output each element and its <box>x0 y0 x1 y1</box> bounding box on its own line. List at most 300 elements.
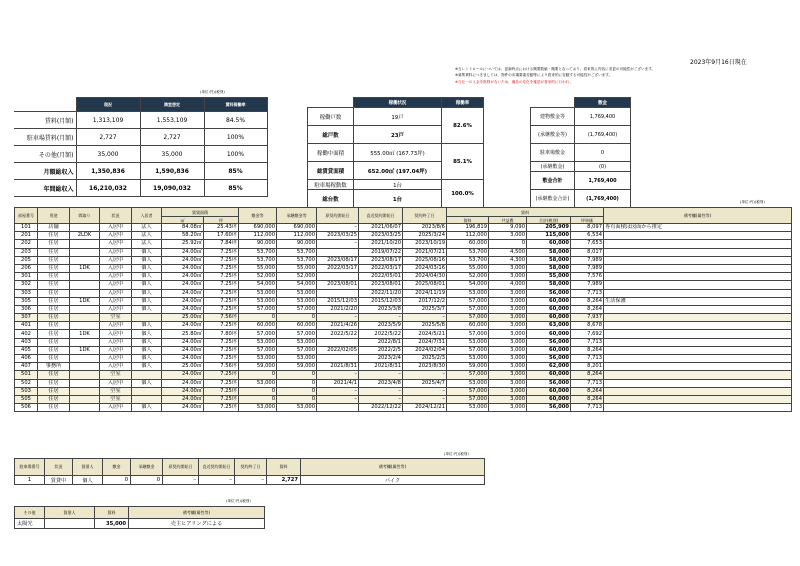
summary-rate: 100% <box>204 146 267 163</box>
cell-use: 住居 <box>38 297 70 305</box>
cell-inherited-deposit: 52,000 <box>277 273 317 281</box>
cell-status: 空室 <box>100 387 132 395</box>
cell-inherited-deposit: 54,000 <box>277 281 317 289</box>
cell-per-tsubo: 6,534 <box>571 232 604 240</box>
cell-inherited-deposit: 53,700 <box>277 256 317 264</box>
cell-contract-start: 2021/4/26 <box>317 322 359 330</box>
cell-tenant: 個人 <box>132 338 162 346</box>
occupancy-rate-units: 82.6% <box>442 108 484 144</box>
occupancy-table <box>307 97 484 208</box>
cell-remarks: 専有面積は図面から推定 <box>604 224 792 232</box>
occupancy-label: 総台数 <box>308 190 354 208</box>
occupancy-label: 稼働中面積 <box>308 144 354 162</box>
cell-contract-start: 2022/5/22 <box>317 330 359 338</box>
cell-area-tsubo: 7.25坪 <box>204 338 239 346</box>
cell-tenant: 個人 <box>132 346 162 354</box>
cell-tenant: 個人 <box>132 289 162 297</box>
cell-common-fee: 3,000 <box>489 363 527 371</box>
cell-room-no: 402 <box>15 330 38 338</box>
col-rent-group: 賃料 <box>447 208 604 217</box>
cell-use: 住居 <box>38 387 70 395</box>
col-total: 合計(税別) <box>527 217 571 224</box>
cell-layout <box>70 248 100 256</box>
cell-status: 入居中 <box>100 379 132 387</box>
cell-area-tsubo: 7.25坪 <box>204 404 239 412</box>
cell-inherited-deposit: 53,700 <box>277 248 317 256</box>
cell-area-sqm: 24.00㎡ <box>162 371 204 379</box>
parking-rent: 2,727 <box>267 476 301 485</box>
cell-contract-start <box>317 248 359 256</box>
table-row <box>15 232 792 240</box>
cell-tenant <box>132 395 162 403</box>
cell-room-no: 401 <box>15 322 38 330</box>
table-row <box>15 248 792 256</box>
col-per-tsubo: 坪単価 <box>571 217 604 224</box>
parking-col-remarks: 備考欄(属性等) <box>301 459 485 476</box>
cell-status: 入居中 <box>100 281 132 289</box>
cell-rent: 196,819 <box>447 224 489 232</box>
cell-layout <box>70 289 100 297</box>
cell-rent: 53,000 <box>447 404 489 412</box>
cell-layout <box>70 314 100 322</box>
cell-contract-end: 2023/8/6 <box>403 224 447 232</box>
rent-roll-table <box>14 207 792 412</box>
cell-renewal-start: 2022/03/17 <box>359 264 403 272</box>
cell-area-tsubo: 7.25坪 <box>204 355 239 363</box>
summary-full: 2,727 <box>140 129 204 146</box>
cell-contract-end: 2024/02/04 <box>403 346 447 354</box>
cell-contract-start: 2023/08/17 <box>317 256 359 264</box>
cell-status: 入居中 <box>100 256 132 264</box>
cell-renewal-start: 2023/03/25 <box>359 232 403 240</box>
cell-rent: 57,000 <box>447 305 489 313</box>
cell-remarks: 生活保護 <box>604 297 792 305</box>
summary-row <box>14 112 267 129</box>
parking-status: 賃貸中 <box>45 476 73 485</box>
deposit-table <box>530 97 631 208</box>
cell-deposit: 53,000 <box>239 297 277 305</box>
cell-inherited-deposit: 90,000 <box>277 240 317 248</box>
cell-contract-end: 2025/08/01 <box>403 281 447 289</box>
occupancy-value: 1台 <box>354 180 442 190</box>
table-row <box>15 355 792 363</box>
cell-remarks <box>604 404 792 412</box>
col-rent: 賃料 <box>447 217 489 224</box>
cell-room-no: 306 <box>15 305 38 313</box>
cell-remarks <box>604 371 792 379</box>
cell-renewal-start: 2023/08/01 <box>359 281 403 289</box>
cell-status: 入居中 <box>100 273 132 281</box>
deposit-value: 1,769,400 <box>575 108 631 126</box>
cell-contract-start: 2015/12/03 <box>317 297 359 305</box>
cell-per-tsubo: 7,989 <box>571 281 604 289</box>
cell-per-tsubo: 7,989 <box>571 264 604 272</box>
cell-per-tsubo: 7,653 <box>571 240 604 248</box>
cell-area-sqm: 24.00㎡ <box>162 355 204 363</box>
cell-status: 入居中 <box>100 346 132 354</box>
cell-remarks <box>604 387 792 395</box>
cell-use: 住居 <box>38 256 70 264</box>
occupancy-rate-parking: 100.0% <box>442 180 484 208</box>
cell-tenant <box>132 387 162 395</box>
cell-status: 空室 <box>100 371 132 379</box>
summary-rate: 85% <box>204 180 267 197</box>
cell-inherited-deposit: 0 <box>277 314 317 322</box>
occupancy-label: 駐車場稼動数 <box>308 180 354 190</box>
summary-current: 35,000 <box>76 146 140 163</box>
table-row <box>15 404 792 412</box>
cell-deposit: 53,000 <box>239 379 277 387</box>
cell-remarks <box>604 264 792 272</box>
cell-remarks <box>604 363 792 371</box>
cell-remarks <box>604 314 792 322</box>
summary-row <box>14 129 267 146</box>
cell-layout: 2LDK <box>70 232 100 240</box>
cell-common-fee: 3,000 <box>489 346 527 354</box>
occupancy-label: 総賃貸面積 <box>308 162 354 180</box>
cell-use: 住居 <box>38 240 70 248</box>
cell-area-sqm: 24.00㎡ <box>162 379 204 387</box>
cell-contract-start: 2022/03/17 <box>317 264 359 272</box>
cell-area-sqm: 24.00㎡ <box>162 281 204 289</box>
cell-remarks <box>604 355 792 363</box>
cell-deposit: 53,000 <box>239 338 277 346</box>
cell-common-fee: 3,000 <box>489 330 527 338</box>
col-layout: 間取り <box>70 208 100 224</box>
cell-contract-start <box>317 273 359 281</box>
cell-rent: 54,000 <box>447 281 489 289</box>
other-remarks: 売主ヒアリングによる <box>129 519 265 529</box>
cell-common-fee: 9,090 <box>489 224 527 232</box>
cell-common-fee: 3,000 <box>489 232 527 240</box>
summary-full: 1,553,109 <box>140 112 204 129</box>
cell-status: 入居中 <box>100 232 132 240</box>
other-rent: 35,000 <box>95 519 129 529</box>
cell-area-sqm: 25.92㎡ <box>162 240 204 248</box>
cell-common-fee: 4,300 <box>489 256 527 264</box>
parking-no: 1 <box>15 476 45 485</box>
cell-remarks <box>604 305 792 313</box>
cell-deposit: 53,000 <box>239 404 277 412</box>
cell-room-no: 505 <box>15 395 38 403</box>
cell-deposit: 57,000 <box>239 346 277 354</box>
cell-use: 住居 <box>38 273 70 281</box>
cell-rent: 53,000 <box>447 379 489 387</box>
cell-total: 58,000 <box>527 248 571 256</box>
summary-corner <box>14 98 76 112</box>
cell-remarks <box>604 232 792 240</box>
deposit-label: (承継敷金合計) <box>531 190 575 208</box>
cell-use: 住居 <box>38 248 70 256</box>
cell-renewal-start: 2023/4/8 <box>359 379 403 387</box>
cell-common-fee: 3,000 <box>489 387 527 395</box>
cell-area-sqm: 24.00㎡ <box>162 346 204 354</box>
cell-common-fee: 3,000 <box>489 264 527 272</box>
cell-status: 入居中 <box>100 224 132 232</box>
cell-common-fee: 0 <box>489 240 527 248</box>
cell-total: 56,000 <box>527 379 571 387</box>
summary-current: 2,727 <box>76 129 140 146</box>
cell-layout <box>70 224 100 232</box>
deposit-value: (0) <box>575 162 631 172</box>
cell-tenant: 個人 <box>132 264 162 272</box>
cell-contract-end: 2025/08/16 <box>403 256 447 264</box>
summary-full: 1,590,836 <box>140 163 204 180</box>
cell-status: 入居中 <box>100 264 132 272</box>
cell-total: 60,000 <box>527 346 571 354</box>
cell-rent: 60,000 <box>447 322 489 330</box>
cell-area-sqm: 24.00㎡ <box>162 264 204 272</box>
summary-unit: (単位:円)(税別) <box>200 90 225 94</box>
cell-inherited-deposit: 53,000 <box>277 404 317 412</box>
deposit-label: (承継敷金) <box>531 162 575 172</box>
cell-room-no: 203 <box>15 248 38 256</box>
cell-tenant <box>132 371 162 379</box>
parking-col-status: 状況 <box>45 459 73 476</box>
cell-room-no: 303 <box>15 289 38 297</box>
occupancy-label: 稼働戸数 <box>308 108 354 126</box>
cell-contract-end: 2021/07/21 <box>403 248 447 256</box>
cell-per-tsubo: 7,713 <box>571 289 604 297</box>
cell-area-sqm: 24.00㎡ <box>162 338 204 346</box>
cell-inherited-deposit: 0 <box>277 379 317 387</box>
parking-col-deposit: 敷金 <box>103 459 131 476</box>
cell-area-tsubo: 7.80坪 <box>204 330 239 338</box>
cell-contract-start: 2022/02/05 <box>317 346 359 354</box>
cell-renewal-start: – <box>359 395 403 403</box>
cell-layout <box>70 281 100 289</box>
cell-tenant: 個人 <box>132 330 162 338</box>
cell-area-tsubo: 7.25坪 <box>204 264 239 272</box>
cell-layout: 1DK <box>70 330 100 338</box>
cell-status: 入居中 <box>100 240 132 248</box>
occupancy-value: 19戸 <box>354 108 442 126</box>
cell-use: 住居 <box>38 281 70 289</box>
col-start: 原契約開始日 <box>317 208 359 224</box>
cell-status: 入居中 <box>100 330 132 338</box>
cell-total: 55,000 <box>527 273 571 281</box>
other-tenant <box>45 519 95 529</box>
cell-area-sqm: 24.00㎡ <box>162 289 204 297</box>
cell-use: 住居 <box>38 346 70 354</box>
parking-end: – <box>235 476 267 485</box>
parking-col-renew: 直近契約開始日 <box>199 459 235 476</box>
cell-use: 住居 <box>38 330 70 338</box>
cell-total: 60,000 <box>527 395 571 403</box>
cell-status: 入居中 <box>100 363 132 371</box>
cell-room-no: 406 <box>15 355 38 363</box>
summary-full: 35,000 <box>140 146 204 163</box>
cell-contract-start <box>317 355 359 363</box>
cell-area-tsubo: 7.25坪 <box>204 346 239 354</box>
parking-deposit: 0 <box>103 476 131 485</box>
cell-per-tsubo: 8,264 <box>571 371 604 379</box>
cell-area-sqm: 24.00㎡ <box>162 273 204 281</box>
rent-roll-body <box>15 224 792 412</box>
cell-renewal-start: 2021/06/07 <box>359 224 403 232</box>
cell-contract-start: 2021/8/31 <box>317 363 359 371</box>
col-end: 契約終了日 <box>403 208 447 224</box>
cell-common-fee: 4,000 <box>489 281 527 289</box>
summary-current: 1,350,836 <box>76 163 140 180</box>
col-sqm: ㎡ <box>162 217 204 224</box>
other-unit: (単位:円)(税別) <box>226 499 251 503</box>
cell-contract-end: 2025/3/7 <box>403 305 447 313</box>
cell-inherited-deposit: 55,000 <box>277 264 317 272</box>
cell-rent: 57,000 <box>447 346 489 354</box>
cell-area-tsubo: 7.25坪 <box>204 379 239 387</box>
cell-contract-end: 2024/03/16 <box>403 264 447 272</box>
cell-use: 店舗 <box>38 224 70 232</box>
summary-current: 1,313,109 <box>76 112 140 129</box>
cell-room-no: 407 <box>15 363 38 371</box>
note-1: ※当レントロールについては、更新時点における概要数値・概要となっており、将来的に内容に変更の可能性がございます。 <box>455 67 656 71</box>
deposit-value: 0 <box>575 144 631 162</box>
summary-row <box>14 146 267 163</box>
cell-layout <box>70 355 100 363</box>
cell-inherited-deposit: 57,000 <box>277 305 317 313</box>
cell-deposit: 112,000 <box>239 232 277 240</box>
cell-layout <box>70 256 100 264</box>
cell-total: 56,000 <box>527 289 571 297</box>
other-income-table <box>14 506 265 529</box>
cell-renewal-start: 2021/8/31 <box>359 363 403 371</box>
deposit-label: 敷金合計 <box>531 172 575 190</box>
col-common: 共益費 <box>489 217 527 224</box>
cell-contract-start: – <box>317 314 359 322</box>
cell-use: 住居 <box>38 314 70 322</box>
cell-per-tsubo: 8,264 <box>571 346 604 354</box>
cell-deposit: 59,000 <box>239 363 277 371</box>
cell-room-no: 205 <box>15 256 38 264</box>
cell-contract-start <box>317 404 359 412</box>
cell-room-no: 101 <box>15 224 38 232</box>
cell-renewal-start: – <box>359 371 403 379</box>
cell-inherited-deposit: 57,000 <box>277 346 317 354</box>
cell-area-sqm: 84.08㎡ <box>162 224 204 232</box>
cell-total: 60,000 <box>527 240 571 248</box>
cell-inherited-deposit: 60,000 <box>277 322 317 330</box>
cell-deposit: 690,000 <box>239 224 277 232</box>
summary-rate: 100% <box>204 129 267 146</box>
cell-per-tsubo: 8,097 <box>571 224 604 232</box>
parking-col-start: 原契約開始日 <box>163 459 199 476</box>
deposit-label: 建物敷金等 <box>531 108 575 126</box>
cell-contract-end: 2024/5/21 <box>403 330 447 338</box>
cell-area-sqm: 25.80㎡ <box>162 330 204 338</box>
cell-area-tsubo: 7.25坪 <box>204 297 239 305</box>
cell-inherited-deposit: 53,000 <box>277 338 317 346</box>
income-summary-table <box>14 97 268 197</box>
cell-deposit: 60,000 <box>239 322 277 330</box>
cell-deposit: 90,000 <box>239 240 277 248</box>
cell-contract-start: 2021/4/1 <box>317 379 359 387</box>
cell-room-no: 506 <box>15 404 38 412</box>
cell-rent: 112,000 <box>447 232 489 240</box>
parking-table <box>14 458 485 485</box>
cell-per-tsubo: 7,713 <box>571 355 604 363</box>
cell-renewal-start: – <box>359 387 403 395</box>
cell-room-no: 405 <box>15 346 38 354</box>
col-deposit: 敷金等 <box>239 208 277 224</box>
cell-common-fee: 3,000 <box>489 338 527 346</box>
rentroll-unit: (単位:円)(税別) <box>740 200 765 204</box>
cell-rent: 60,000 <box>447 240 489 248</box>
cell-rent: 57,000 <box>447 387 489 395</box>
cell-layout <box>70 395 100 403</box>
cell-contract-start: – <box>317 371 359 379</box>
cell-contract-start <box>317 289 359 297</box>
occupancy-header-status: 稼働状況 <box>354 98 442 108</box>
cell-tenant: 個人 <box>132 355 162 363</box>
cell-deposit: 0 <box>239 387 277 395</box>
cell-use: 住居 <box>38 395 70 403</box>
cell-room-no: 503 <box>15 387 38 395</box>
cell-tenant: 個人 <box>132 256 162 264</box>
other-col-tenant: 賃借人 <box>45 507 95 519</box>
cell-contract-end: – <box>403 314 447 322</box>
cell-contract-start: 2023/08/01 <box>317 281 359 289</box>
cell-area-tsubo: 7.84坪 <box>204 240 239 248</box>
cell-renewal-start: 2022/11/20 <box>359 289 403 297</box>
cell-renewal-start: – <box>359 314 403 322</box>
cell-layout: 1DK <box>70 297 100 305</box>
cell-per-tsubo: 7,713 <box>571 404 604 412</box>
cell-inherited-deposit: 59,000 <box>277 363 317 371</box>
cell-total: 58,000 <box>527 281 571 289</box>
cell-per-tsubo: 8,264 <box>571 395 604 403</box>
cell-contract-end: – <box>403 395 447 403</box>
cell-tenant: 個人 <box>132 305 162 313</box>
summary-row <box>14 180 267 197</box>
cell-use: 住居 <box>38 322 70 330</box>
summary-rate: 84.5% <box>204 112 267 129</box>
other-col-rent: 賃料 <box>95 507 129 519</box>
cell-inherited-deposit: 112,000 <box>277 232 317 240</box>
cell-total: 60,000 <box>527 305 571 313</box>
cell-total: 60,000 <box>527 330 571 338</box>
parking-tenant: 個人 <box>73 476 103 485</box>
cell-layout: 1DK <box>70 346 100 354</box>
col-room-no: 部屋番号 <box>15 208 38 224</box>
cell-contract-start: 2023/03/25 <box>317 232 359 240</box>
table-row <box>15 395 792 403</box>
cell-per-tsubo: 8,264 <box>571 305 604 313</box>
cell-contract-end: 2023/8/30 <box>403 363 447 371</box>
summary-rate: 85% <box>204 163 267 180</box>
summary-label: 年間総収入 <box>14 180 76 197</box>
cell-status: 入居中 <box>100 289 132 297</box>
cell-deposit: 53,000 <box>239 289 277 297</box>
cell-remarks <box>604 256 792 264</box>
table-row <box>15 224 792 232</box>
cell-layout <box>70 379 100 387</box>
cell-area-tsubo: 7.25坪 <box>204 256 239 264</box>
cell-remarks <box>604 330 792 338</box>
cell-remarks <box>604 322 792 330</box>
cell-remarks <box>604 346 792 354</box>
cell-common-fee: 3,000 <box>489 322 527 330</box>
cell-status: 入居中 <box>100 355 132 363</box>
cell-layout <box>70 363 100 371</box>
cell-layout <box>70 338 100 346</box>
cell-per-tsubo: 8,017 <box>571 248 604 256</box>
cell-room-no: 302 <box>15 281 38 289</box>
occupancy-rate-area: 85.1% <box>442 144 484 180</box>
cell-renewal-start: 2021/10/20 <box>359 240 403 248</box>
cell-remarks <box>604 289 792 297</box>
cell-per-tsubo: 8,201 <box>571 363 604 371</box>
